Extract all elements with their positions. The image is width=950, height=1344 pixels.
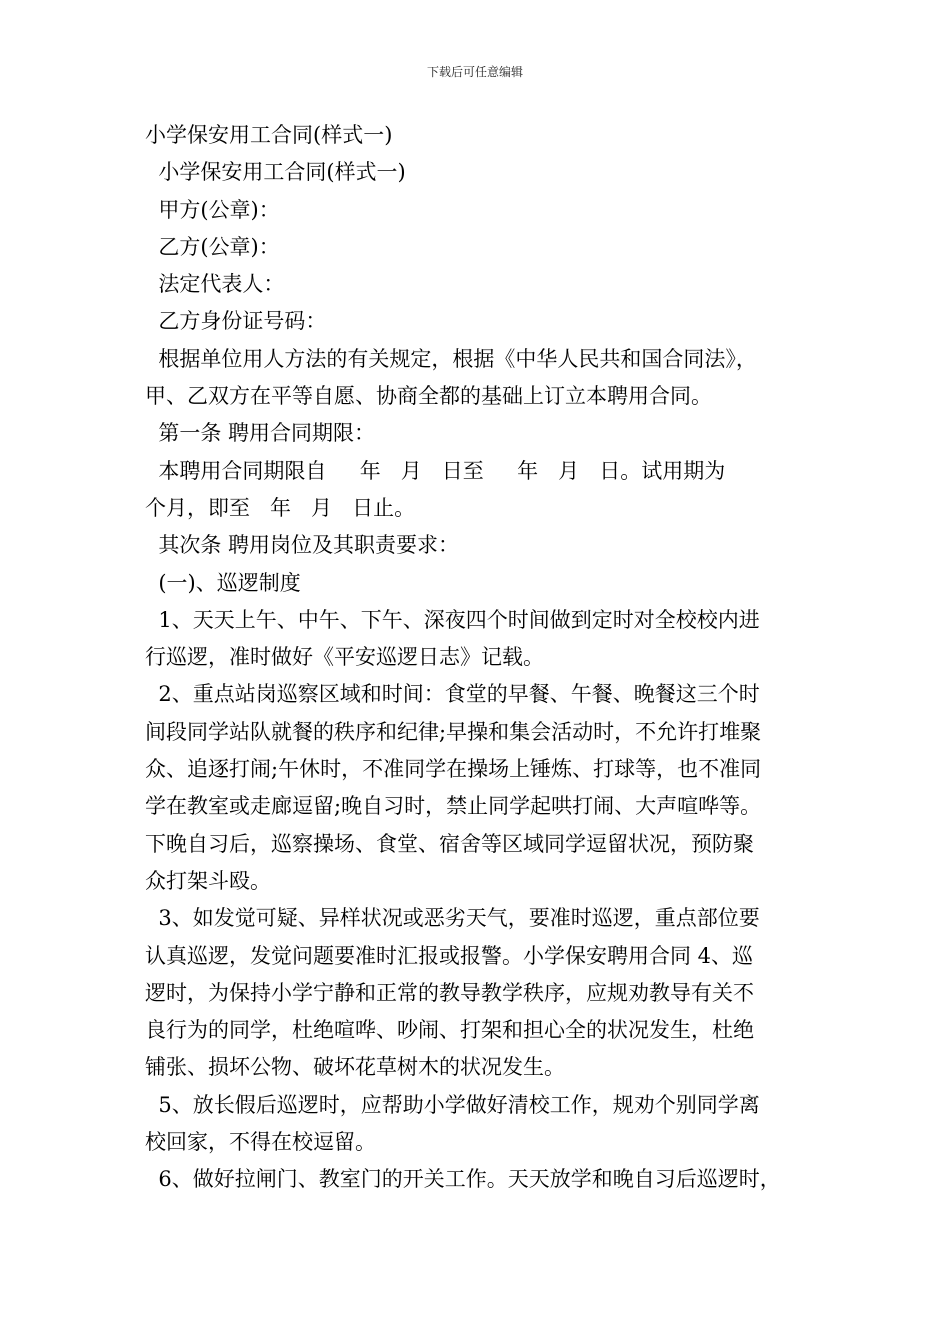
paragraph-line: 校回家，不得在校逗留。 (145, 1130, 376, 1155)
paragraph-line: 甲、乙双方在平等自愿、协商全都的基础上订立本聘用合同。 (145, 384, 712, 409)
paragraph-line: 行巡逻，准时做好《平安巡逻日志》记载。 (145, 645, 544, 670)
paragraph-line: 逻时，为保持小学宁静和正常的教导教学秩序，应规劝教导有关不 (145, 980, 754, 1005)
paragraph-line: 学在教室或走廊逗留;晚自习时，禁止同学起哄打闹、大声喧哗等。 (145, 794, 762, 819)
document-subtitle: 小学保安用工合同(样式一) (145, 160, 406, 185)
document-body (145, 117, 810, 1199)
party-b-id-line: 乙方身份证号码： (145, 309, 327, 334)
article-heading: 其次条 聘用岗位及其职责要求： (145, 533, 460, 558)
paragraph-line: 认真巡逻，发觉问题要准时汇报或报警。小学保安聘用合同 4、巡 (145, 943, 754, 968)
party-a-line: 甲方(公章)： (145, 197, 280, 222)
article-heading: 第一条 聘用合同期限： (145, 421, 376, 446)
paragraph-line: 铺张、损坏公物、破坏花草树木的状况发生。 (145, 1055, 565, 1080)
document-title: 小学保安用工合同(样式一) (145, 123, 393, 147)
paragraph-line: 5、放长假后巡逻时，应帮助小学做好清校工作，规劝个别同学离 (145, 1092, 760, 1117)
paragraph-line: 个月，即至 年 月 日止。 (145, 495, 416, 520)
paragraph-line: 间段同学站队就餐的秩序和纪律;早操和集会活动时，不允许打堆聚 (145, 719, 762, 744)
paragraph-line: 1、天天上午、中午、下午、深夜四个时间做到定时对全校校内进 (145, 607, 760, 632)
section-heading: (一)、巡逻制度 (145, 570, 301, 595)
paragraph-line: 根据单位用人方法的有关规定，根据《中华人民共和国合同法》， (145, 346, 757, 371)
paragraph-line: 良行为的同学，杜绝喧哗、吵闹、打架和担心全的状况发生，杜绝 (145, 1018, 754, 1043)
paragraph-line: 下晚自习后，巡察操场、食堂、宿舍等区域同学逗留状况，预防聚 (145, 831, 754, 856)
legal-representative-line: 法定代表人： (145, 272, 285, 297)
paragraph-line: 3、如发觉可疑、异样状况或恶劣天气，要准时巡逻，重点部位要 (145, 906, 760, 931)
party-b-line: 乙方(公章)： (145, 234, 280, 259)
page-header: 下载后可任意编辑 (426, 65, 523, 79)
paragraph-line: 6、做好拉闸门、教室门的开关工作。天天放学和晚自习后巡逻时， (145, 1167, 781, 1192)
paragraph-line: 2、重点站岗巡察区域和时间：食堂的早餐、午餐、晚餐这三个时 (145, 682, 760, 707)
paragraph-line: 众、追逐打闹;午休时，不准同学在操场上锤炼、打球等，也不准同 (145, 757, 762, 782)
paragraph-line: 众打架斗殴。 (145, 868, 271, 893)
paragraph-line: 本聘用合同期限自 年 月 日至 年 月 日。试用期为 (145, 458, 726, 483)
